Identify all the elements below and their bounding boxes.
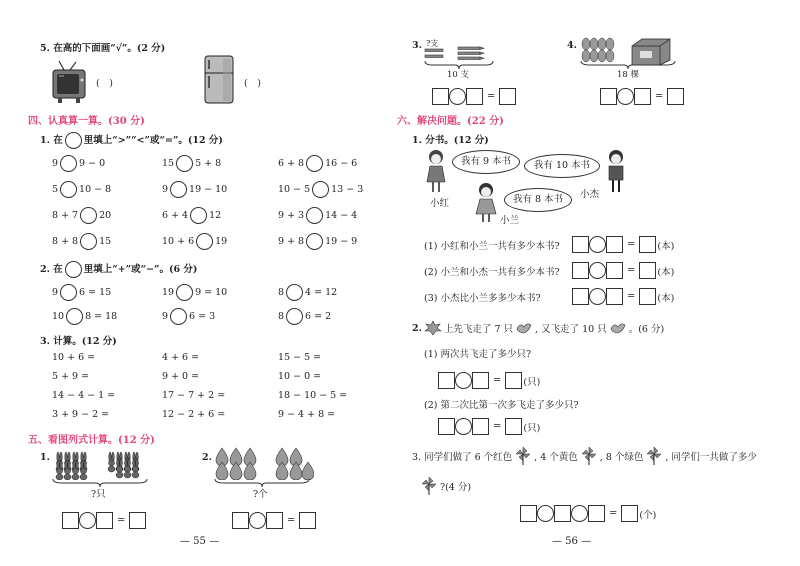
answer-box[interactable] (639, 236, 656, 253)
q6-2-sub2-formula[interactable]: = (只) (438, 418, 540, 435)
section-5-title: 五、看图列式计算。(12 分) (28, 435, 155, 446)
unit-label: (本) (657, 240, 675, 252)
sign-circle[interactable] (66, 308, 83, 325)
sign-right: 6 = 2 (305, 311, 332, 322)
compare-right: 20 (99, 210, 112, 221)
sign-item (52, 308, 117, 325)
compare-right: 14 − 4 (325, 210, 358, 221)
page-number-right: — 56 — (552, 536, 592, 547)
compare-item (52, 155, 105, 172)
compare-right: 16 − 6 (325, 158, 358, 169)
pic4-answer-formula[interactable]: = (600, 88, 684, 105)
answer-box[interactable] (572, 288, 589, 305)
compare-circle[interactable] (60, 155, 77, 172)
pic1-number: 1. (40, 452, 50, 463)
sign-right: 8 = 18 (85, 311, 118, 322)
sign-item (278, 308, 331, 325)
calc-item: 9 − 4 + 8 = (278, 409, 336, 420)
calc-item: 3 + 9 − 2 = (52, 409, 110, 420)
equals-sign: = (627, 265, 636, 276)
sign-circle[interactable] (286, 284, 303, 301)
compare-item (52, 233, 111, 250)
compare-circle[interactable] (306, 207, 323, 224)
compare-right: 13 − 3 (331, 184, 364, 195)
sub-answer-formula[interactable] (572, 236, 674, 253)
pic1-label: ?只 (91, 489, 106, 500)
compare-item (278, 207, 357, 224)
sign-left: 8 (278, 287, 285, 298)
compare-left: 15 (162, 158, 175, 169)
sign-circle[interactable] (170, 308, 187, 325)
compare-item (278, 155, 357, 172)
sign-circle[interactable] (286, 308, 303, 325)
compare-right: 19 − 10 (189, 184, 228, 195)
compare-circle[interactable] (190, 207, 207, 224)
calc-item: 4 + 6 = (162, 352, 200, 363)
name-xiaohong: 小红 (430, 198, 450, 209)
pic3-top-label: ?支 (426, 39, 439, 48)
compare-circle[interactable] (176, 155, 193, 172)
operator-circle[interactable] (589, 288, 606, 305)
pic3-bottom-label: 10 支 (447, 70, 470, 80)
sign-left: 9 (52, 287, 59, 298)
page-number-left: — 55 — (180, 536, 220, 547)
q6-2-text: 2. 上先飞走了 7 只 , 又飞走了 10 只 。(6 分) (412, 320, 664, 336)
compare-left: 8 + 8 (52, 236, 79, 247)
q6-2-sub1-formula[interactable]: = (只) (438, 372, 540, 389)
sign-left: 9 (162, 311, 169, 322)
compare-circle[interactable] (312, 181, 329, 198)
fridge-picture (203, 55, 235, 105)
answer-box[interactable] (639, 262, 656, 279)
equals-sign: = (627, 239, 636, 250)
compare-left: 5 (52, 184, 59, 195)
compare-item (52, 207, 111, 224)
sub-question: (3) 小杰比小兰多多少本书? (424, 293, 541, 304)
calc-item: 18 − 10 − 5 = (278, 390, 348, 401)
sign-circle[interactable] (60, 284, 77, 301)
sign-item (162, 308, 215, 325)
answer-box[interactable] (572, 236, 589, 253)
tv-answer-blank[interactable]: ( ) (96, 78, 113, 89)
answer-box[interactable] (572, 262, 589, 279)
sign-right: 4 = 12 (305, 287, 338, 298)
pic4-number: 4. (567, 40, 577, 51)
sub-question: (2) 小兰和小杰一共有多少本书? (424, 267, 560, 278)
sample-circle (65, 261, 82, 278)
q6-3-text: 3. 同学们做了 6 个红色 , 4 个黄色 , 8 个绿色 , 同学们一共做了多少 (412, 446, 757, 466)
sub-question: (1) 小红和小兰一共有多少本书? (424, 241, 560, 252)
girl-xiaohong (424, 148, 448, 194)
bird-icon (609, 321, 627, 335)
compare-right: 19 − 9 (325, 236, 358, 247)
answer-box[interactable] (606, 262, 623, 279)
section-6-title: 六、解决问题。(22 分) (397, 116, 504, 127)
bubble-xiaojie: 我有 10 本书 (524, 154, 600, 178)
compare-left: 8 + 7 (52, 210, 79, 221)
compare-right: 9 − 0 (79, 158, 106, 169)
calc-item: 12 − 2 + 6 = (162, 409, 226, 420)
compare-left: 10 − 5 (278, 184, 311, 195)
calc-item: 10 − 0 = (278, 371, 322, 382)
unit-label: (本) (657, 292, 675, 304)
compare-left: 10 + 6 (162, 236, 195, 247)
fridge-answer-blank[interactable]: ( ) (244, 78, 261, 89)
q6-2-sub2: (2) 第二次比第一次多飞走了多少只? (424, 400, 579, 411)
girl-xiaolan (474, 182, 498, 224)
tv-picture (52, 60, 86, 104)
sign-right: 9 = 10 (195, 287, 228, 298)
sign-left: 10 (52, 311, 65, 322)
compare-left: 9 (52, 158, 59, 169)
section-4-title: 四、认真算一算。(30 分) (28, 116, 145, 127)
bubble-xiaolan: 我有 8 本书 (504, 188, 572, 212)
name-xiaojie: 小杰 (580, 189, 600, 200)
compare-right: 15 (99, 236, 112, 247)
boy-xiaojie (604, 148, 628, 194)
calc-item: 9 + 0 = (162, 371, 200, 382)
operator-circle[interactable] (589, 236, 606, 253)
pic3-answer-formula[interactable]: = (432, 88, 516, 105)
compare-item (162, 181, 227, 198)
q6-2-sub1: (1) 两次共飞走了多少只? (424, 349, 532, 360)
rabbits-picture (52, 448, 152, 480)
pic2-label: ?个 (253, 489, 268, 500)
drops-picture (214, 446, 314, 480)
compare-left: 6 + 8 (278, 158, 305, 169)
compare-right: 10 − 8 (79, 184, 112, 195)
compare-right: 5 + 8 (195, 158, 222, 169)
calc-item: 5 + 9 = (52, 371, 90, 382)
compare-left: 9 + 3 (278, 210, 305, 221)
compare-item (162, 233, 227, 250)
compare-circle[interactable] (80, 233, 97, 250)
answer-box[interactable] (606, 236, 623, 253)
name-xiaolan: 小兰 (500, 215, 520, 226)
answer-box[interactable] (606, 288, 623, 305)
q5-text: 5. 在高的下面画“√”。(2 分) (40, 43, 166, 54)
equals-sign: = (627, 291, 636, 302)
compare-right: 19 (215, 236, 228, 247)
compare-left: 9 (162, 184, 169, 195)
pinwheel-icon (514, 446, 532, 466)
sign-item (52, 284, 111, 301)
sign-left: 8 (278, 311, 285, 322)
pinwheel-icon (645, 446, 663, 466)
pinwheel-icon (420, 476, 438, 496)
sign-circle[interactable] (176, 284, 193, 301)
operator-circle[interactable] (589, 262, 606, 279)
q3-title: 3. 计算。(12 分) (40, 336, 117, 347)
compare-left: 9 + 8 (278, 236, 305, 247)
compare-circle[interactable] (80, 207, 97, 224)
q1-post: 里填上“>”“<”或“=”。(12 分) (83, 135, 223, 146)
unit-label: (本) (657, 266, 675, 278)
sample-circle (65, 132, 82, 149)
compare-item (162, 207, 221, 224)
compare-circle[interactable] (306, 233, 323, 250)
calc-item: 17 − 7 + 2 = (162, 390, 226, 401)
compare-item (278, 233, 357, 250)
q2-pre: 2. 在 (40, 264, 63, 275)
pic1-answer-formula[interactable]: = (62, 512, 146, 529)
sub-answer-formula[interactable] (572, 288, 674, 305)
compare-item (162, 155, 221, 172)
pic3-number: 3. (412, 40, 422, 51)
q6-3-text-line2: ?(4 分) (420, 476, 471, 496)
pic4-bottom-label: 18 棵 (617, 70, 640, 80)
pinwheel-icon (580, 446, 598, 466)
pic2-answer-formula[interactable]: = (232, 512, 316, 529)
sign-left: 19 (162, 287, 175, 298)
answer-box[interactable] (639, 288, 656, 305)
bird-icon (515, 321, 533, 335)
q2-post: 里填上“+”或“−”。(6 分) (83, 264, 198, 275)
compare-circle[interactable] (306, 155, 323, 172)
calc-item: 14 − 4 − 1 = (52, 390, 116, 401)
compare-circle[interactable] (170, 181, 187, 198)
pic2-number: 2. (202, 452, 212, 463)
calc-item: 15 − 5 = (278, 352, 322, 363)
sign-right: 6 = 3 (189, 311, 216, 322)
compare-circle[interactable] (196, 233, 213, 250)
compare-item (52, 181, 111, 198)
q6-1-title: 1. 分书。(12 分) (412, 135, 489, 146)
calc-item: 10 + 6 = (52, 352, 96, 363)
q6-3-formula[interactable]: = (个) (520, 505, 656, 522)
sign-right: 6 = 15 (79, 287, 112, 298)
sub-answer-formula[interactable] (572, 262, 674, 279)
sign-item (278, 284, 337, 301)
sign-item (162, 284, 227, 301)
tree-icon (424, 320, 442, 336)
q1-pre: 1. 在 (40, 135, 63, 146)
compare-right: 12 (209, 210, 222, 221)
compare-item (278, 181, 363, 198)
compare-circle[interactable] (60, 181, 77, 198)
compare-left: 6 + 4 (162, 210, 189, 221)
bubble-xiaohong: 我有 9 本书 (452, 150, 520, 174)
